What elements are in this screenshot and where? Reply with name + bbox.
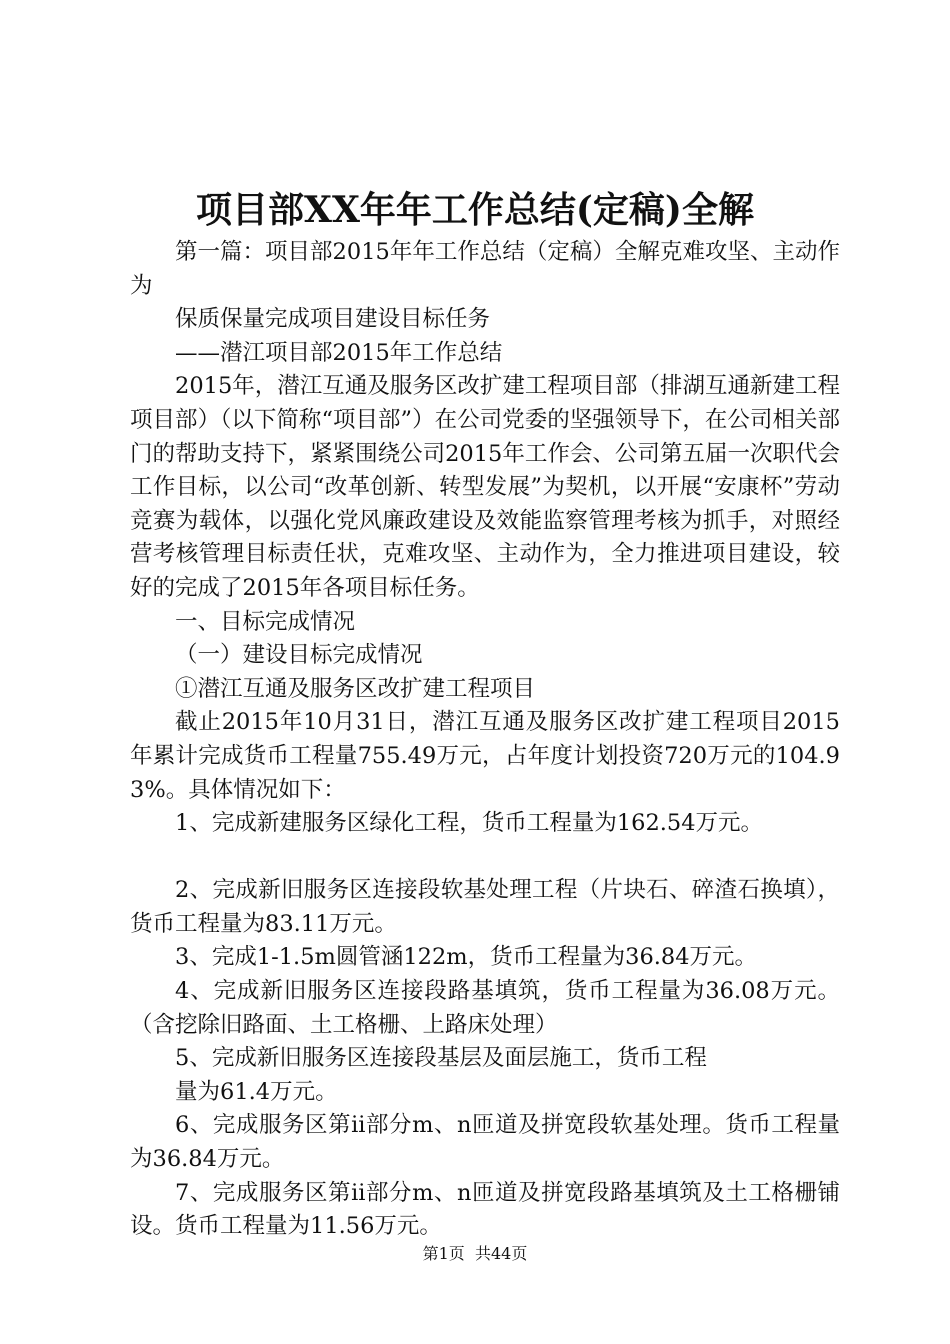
- list-item-2: 2、完成新旧服务区连接段软基处理工程（片块石、碎渣石换填），货币工程量为83.11万元。: [130, 877, 840, 937]
- paragraph-overview: 2015年，潜江互通及服务区改扩建工程项目部（排湖互通新建工程项目部）（以下简称“项目部”）在公司党委的坚强领导下，在公司相关部门的帮助支持下，紧紧围绕公司2015年工作会、公司第五届一次职代会工作目标，以公司“改革创新、转型发展”为契机，以开展“安康杯”劳动竞赛为载体，以强化党风廉政建设及效能监察管理考核为抓手，对照经营考核管理目标责任状，克难攻坚、主动作为，全力推进项目建设，较好的完成了2015年各项目标任务。: [130, 373, 840, 601]
- list-item-4: 4、完成新旧服务区连接段路基填筑，货币工程量为36.08万元。（含挖除旧路面、土工格栅、上路床处理）: [130, 978, 840, 1038]
- paragraph-progress: 截止2015年10月31日，潜江互通及服务区改扩建工程项目2015年累计完成货币工程量755.49万元，占年度计划投资720万元的104.93%。具体情况如下：: [130, 709, 840, 803]
- list-item-5: 5、完成新旧服务区连接段基层及面层施工，货币工程: [175, 1045, 707, 1072]
- project-heading: ①潜江互通及服务区改扩建工程项目: [175, 675, 536, 702]
- list-item-6: 6、完成服务区第ii部分m、n匝道及拼宽段软基处理。货币工程量为36.84万元。: [130, 1112, 840, 1173]
- subsection-heading-construction: （一）建设目标完成情况: [175, 642, 423, 669]
- document-title: 项目部XX年年工作总结(定稿)全解: [196, 189, 754, 231]
- paragraph-summary-heading: ——潜江项目部2015年工作总结: [175, 339, 503, 366]
- paragraph-intro: 第一篇：项目部2015年年工作总结（定稿）全解克难攻坚、主动作为: [130, 239, 840, 299]
- list-item-7: 7、完成服务区第ii部分m、n匝道及拼宽段路基填筑及土工格栅铺设。货币工程量为11.56万元。: [130, 1179, 840, 1240]
- list-item-3: 3、完成1-1.5m圆管涵122m，货币工程量为36.84万元。: [175, 944, 758, 971]
- page-total: 共44页: [474, 1244, 528, 1263]
- section-heading-targets: 一、目标完成情况: [175, 608, 356, 635]
- list-item-1: 1、完成新建服务区绿化工程，货币工程量为162.54万元。: [175, 810, 764, 837]
- document-body: [130, 236, 840, 1244]
- paragraph-subtitle: 保质保量完成项目建设目标任务: [175, 306, 491, 333]
- list-item-5-continued: 量为61.4万元。: [175, 1078, 338, 1105]
- page-footer: [0, 1243, 950, 1265]
- page-number: 第1页: [422, 1244, 465, 1263]
